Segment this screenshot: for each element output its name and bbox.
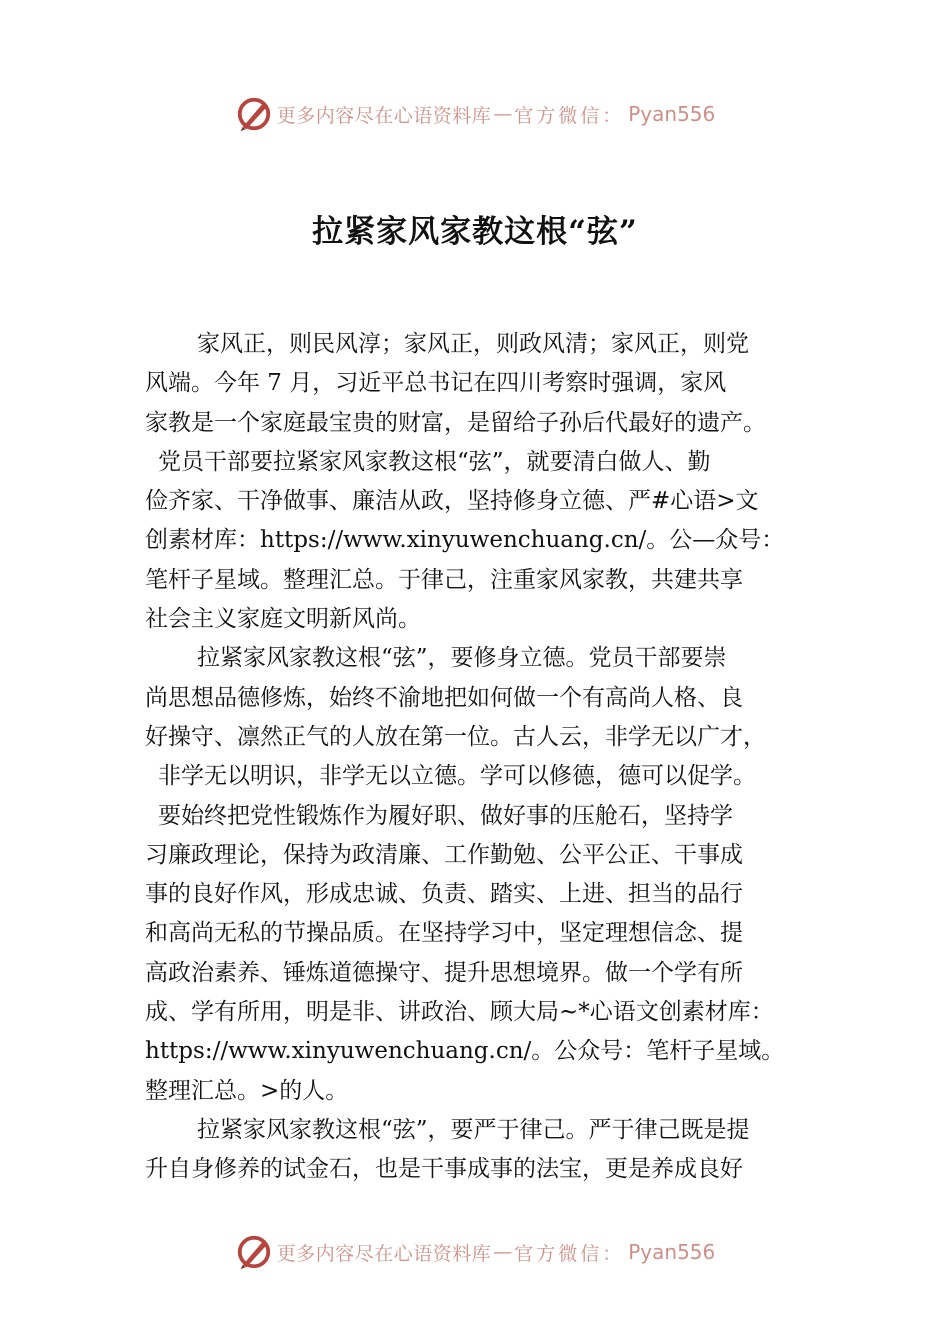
text-line: 和高尚无私的节操品质。在坚持学习中，坚定理想信念、提 — [145, 920, 743, 947]
pen-logo-icon — [235, 1233, 273, 1271]
text-line: 俭齐家、干净做事、廉洁从政，坚持修身立德、严#心语>文 — [145, 488, 759, 515]
text-line: 非学无以明识，非学无以立德。学可以修德，德可以促学。 — [158, 763, 756, 790]
text-line: 要始终把党性锻炼作为履好职、做好事的压舱石，坚持学 — [158, 802, 733, 829]
text-line: 党员干部要拉紧家风家教这根“弦”，就要清白做人、勤 — [158, 448, 711, 475]
text-line: 家教是一个家庭最宝贵的财富，是留给子孙后代最好的遗产。 — [145, 409, 766, 436]
text-line: 社会主义家庭文明新风尚。 — [145, 606, 421, 633]
text-line: 事的良好作风，形成忠诚、负责、踏实、上进、担当的品行 — [145, 881, 743, 908]
text-line: 整理汇总。>的人。 — [145, 1077, 349, 1104]
watermark-text: 更多内容尽在心语资料库 — [276, 1242, 492, 1265]
text-line: 升自身修养的试金石，也是干事成事的法宝，更是养成良好 — [145, 1156, 743, 1183]
text-line: 风端。今年 7 月，习近平总书记在四川考察时强调，家风 — [145, 370, 727, 397]
text-line: 家风正，则民风淳；家风正，则政风清；家风正，则党 — [197, 331, 749, 357]
footer-watermark-banner — [0, 1232, 950, 1272]
text-line: 拉紧家风家教这根“弦”，要修身立德。党员干部要崇 — [197, 645, 727, 672]
text-line: 拉紧家风家教这根“弦”，要严于律己。严于律己既是提 — [197, 1116, 750, 1143]
text-line: 创素材库：https://www.xinyuwenchuang.cn/。公—众号： — [145, 527, 785, 554]
text-line: 习廉政理论，保持为政清廉、工作勤勉、公平公正、干事成 — [145, 841, 743, 868]
document-body — [145, 325, 845, 1190]
text-line: https://www.xinyuwenchuang.cn/。公众号：笔杆子星域。 — [145, 1038, 785, 1065]
text-line: 成、学有所用，明是非、讲政治、顾大局~*心语文创素材库： — [145, 999, 774, 1026]
watermark-separator: — — [493, 1241, 513, 1263]
header-watermark-banner — [0, 94, 950, 134]
watermark-text: 更多内容尽在心语资料库 — [276, 104, 492, 127]
watermark-separator: — — [493, 103, 513, 125]
text-line: 尚思想品德修炼，始终不渝地把如何做一个有高尚人格、良 — [145, 684, 743, 711]
text-line: 高政治素养、锤炼道德操守、提升思想境界。做一个学有所 — [145, 959, 743, 986]
wechat-label: 官方微信： — [514, 1242, 625, 1265]
document-title: 拉紧家风家教这根“弦” — [312, 214, 638, 250]
wechat-label: 官方微信： — [514, 104, 625, 127]
wechat-id: Pyan556 — [628, 1240, 716, 1264]
text-line: 好操守、凛然正气的人放在第一位。古人云，非学无以广才， — [145, 723, 766, 750]
pen-logo-icon — [235, 95, 273, 133]
wechat-id: Pyan556 — [628, 102, 716, 126]
text-line: 笔杆子星域。整理汇总。于律己，注重家风家教，共建共享 — [145, 566, 743, 593]
